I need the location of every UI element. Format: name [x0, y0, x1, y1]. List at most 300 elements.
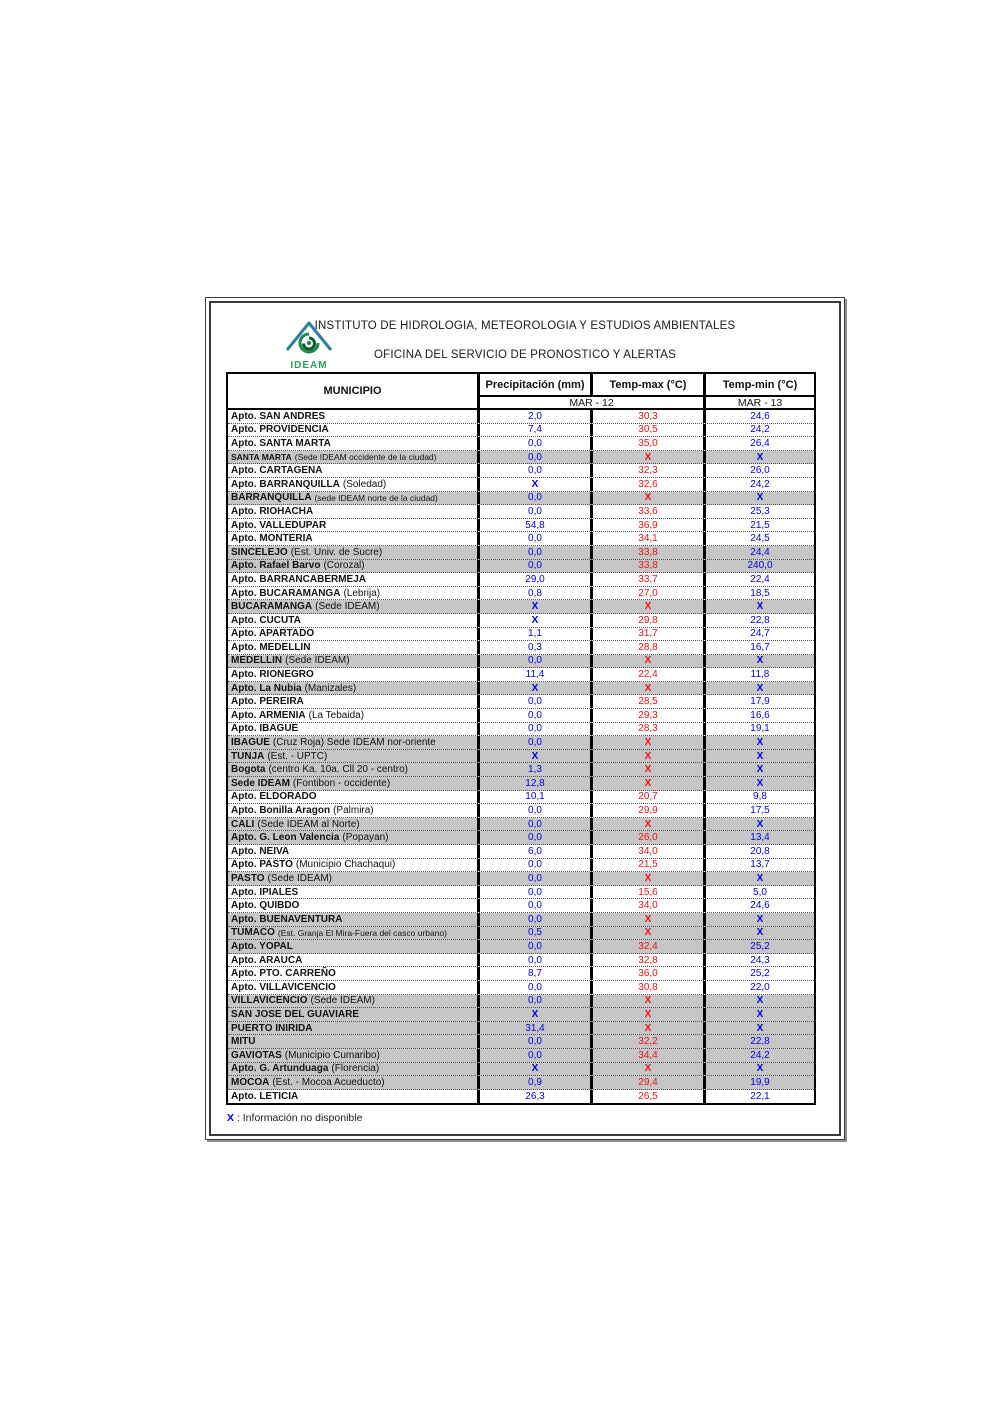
municipio-name: Apto. ARAUCA [231, 954, 303, 966]
municipio-cell [228, 492, 477, 505]
municipio-name: Apto. La Nubia [231, 682, 302, 694]
municipio-detail: (Municipio Cumaribo) [284, 1049, 380, 1061]
table-row [228, 587, 814, 601]
municipio-cell [228, 777, 477, 790]
table-row [228, 777, 814, 791]
municipio-cell [228, 573, 477, 586]
temp-max-value: 33,7 [590, 573, 703, 586]
precipitation-value: 0,0 [477, 859, 590, 872]
municipio-name: Apto. Bonilla Aragon [231, 805, 331, 817]
municipio-detail: (Municipio Chachaqui) [295, 859, 396, 871]
temp-max-value: 32,6 [590, 478, 703, 491]
municipio-detail: (Fontibon - occidente) [292, 777, 391, 789]
table-row [228, 859, 814, 873]
table-row [228, 560, 814, 574]
temp-max-value: 29,9 [590, 804, 703, 817]
municipio-cell [228, 505, 477, 518]
temp-min-value: X [703, 872, 814, 885]
temp-min-value: 25,2 [703, 940, 814, 953]
temp-min-value: X [703, 927, 814, 940]
precipitation-value: X [477, 750, 590, 763]
municipio-name: Apto. IPIALES [231, 886, 299, 898]
period-mar-12: MAR - 12 [477, 395, 703, 408]
municipio-cell [228, 831, 477, 844]
table-row [228, 628, 814, 642]
municipio-cell [228, 818, 477, 831]
table-row [228, 641, 814, 655]
municipio-detail: (Sede IDEAM) [267, 872, 332, 884]
table-row [228, 1090, 814, 1104]
temp-max-value: X [590, 872, 703, 885]
precipitation-value: X [477, 682, 590, 695]
temp-min-value: X [703, 682, 814, 695]
municipio-detail: (Florencia) [331, 1063, 380, 1075]
temp-min-value: 16,6 [703, 709, 814, 722]
temp-min-value: 25,3 [703, 505, 814, 518]
temp-min-value: 24,4 [703, 546, 814, 559]
municipio-cell [228, 1063, 477, 1076]
temp-min-value: X [703, 1008, 814, 1021]
temp-max-value: 34,1 [590, 532, 703, 545]
municipio-cell [228, 736, 477, 749]
temp-max-value: X [590, 1008, 703, 1021]
temp-max-value: X [590, 492, 703, 505]
column-header-municipio: MUNICIPIO [323, 385, 382, 397]
table-row [228, 927, 814, 941]
municipio-name: PASTO [231, 872, 265, 884]
municipio-name: Apto. Rafael Barvo [231, 560, 321, 572]
municipio-cell [228, 451, 477, 464]
municipio-name: Apto. LETICIA [231, 1090, 299, 1102]
temp-min-value: 24,7 [703, 628, 814, 641]
precipitation-value: 0,0 [477, 451, 590, 464]
municipio-detail: (Popayan) [342, 832, 389, 844]
temp-min-value: 24,2 [703, 1049, 814, 1062]
municipio-name: Apto. CARTAGENA [231, 465, 323, 477]
table-row [228, 682, 814, 696]
precipitation-value: 0,0 [477, 695, 590, 708]
document-frame [205, 297, 845, 1140]
table-row [228, 831, 814, 845]
temp-min-value: 5,0 [703, 886, 814, 899]
municipio-cell [228, 927, 477, 940]
temp-max-value: X [590, 736, 703, 749]
temp-min-value: 18,5 [703, 587, 814, 600]
table-row [228, 804, 814, 818]
precipitation-value: 0,0 [477, 532, 590, 545]
temp-max-value: X [590, 655, 703, 668]
temp-max-value: X [590, 913, 703, 926]
municipio-cell [228, 1035, 477, 1048]
temp-min-value: 19,1 [703, 723, 814, 736]
municipio-cell [228, 1076, 477, 1089]
precipitation-value: 0,0 [477, 736, 590, 749]
temp-min-value: X [703, 763, 814, 776]
municipio-detail: (Sede IDEAM al Norte) [257, 818, 360, 830]
weather-table [226, 372, 816, 1105]
temp-max-value: X [590, 600, 703, 613]
temp-min-value: 13,7 [703, 859, 814, 872]
table-row [228, 532, 814, 546]
municipio-cell [228, 967, 477, 980]
municipio-detail: (Soledad) [342, 478, 387, 490]
table-row [228, 410, 814, 424]
municipio-detail: (Sede IDEAM) [285, 655, 350, 667]
municipio-name: Apto. PTO. CARREÑO [231, 968, 336, 980]
precipitation-value: 0,0 [477, 723, 590, 736]
municipio-cell [228, 587, 477, 600]
table-row [228, 913, 814, 927]
table-header [228, 374, 814, 410]
municipio-cell [228, 682, 477, 695]
temp-max-value: X [590, 750, 703, 763]
municipio-name: Apto. RIONEGRO [231, 669, 314, 681]
municipio-name: TUMACO [231, 927, 275, 939]
precipitation-value: 0,0 [477, 804, 590, 817]
municipio-name: PUERTO INIRIDA [231, 1022, 313, 1034]
municipio-cell [228, 424, 477, 437]
precipitation-value: 0,9 [477, 1076, 590, 1089]
municipio-name: MOCOA [231, 1076, 270, 1088]
temp-min-value: 22,1 [703, 1090, 814, 1104]
temp-max-value: 34,0 [590, 899, 703, 912]
municipio-name: Apto. APARTADO [231, 628, 315, 640]
temp-min-value: X [703, 600, 814, 613]
municipio-cell [228, 1049, 477, 1062]
table-row [228, 995, 814, 1009]
table-row [228, 437, 814, 451]
precipitation-value: 6,0 [477, 845, 590, 858]
municipio-detail: (Manizales) [304, 682, 357, 694]
municipio-name: BARRANQUILLA [231, 492, 312, 504]
temp-min-value: 26,4 [703, 437, 814, 450]
temp-max-value: 29,3 [590, 709, 703, 722]
temp-max-value: 36,0 [590, 967, 703, 980]
municipio-name: BUCARAMANGA [231, 601, 313, 613]
temp-max-value: X [590, 995, 703, 1008]
document-title: INSTITUTO DE HIDROLOGIA, METEOROLOGIA Y ESTUDIOS AMBIENTALES [314, 320, 736, 332]
precipitation-value: 0,8 [477, 587, 590, 600]
temp-min-value: 16,7 [703, 641, 814, 654]
municipio-cell [228, 791, 477, 804]
municipio-name: IBAGUE [231, 737, 270, 749]
precipitation-value: 1,1 [477, 628, 590, 641]
municipio-cell [228, 478, 477, 491]
precipitation-value: 0,0 [477, 464, 590, 477]
table-row [228, 886, 814, 900]
temp-min-value: X [703, 777, 814, 790]
municipio-cell [228, 1022, 477, 1035]
temp-min-value: 17,9 [703, 695, 814, 708]
municipio-cell [228, 804, 477, 817]
temp-min-value: 22,4 [703, 573, 814, 586]
municipio-name: SANTA MARTA [231, 452, 292, 463]
municipio-cell [228, 641, 477, 654]
temp-min-value: 24,5 [703, 532, 814, 545]
temp-max-value: X [590, 818, 703, 831]
municipio-detail: (Cruz Roja) Sede IDEAM nor-oriente [272, 737, 436, 749]
temp-min-value: 20,8 [703, 845, 814, 858]
precipitation-value: 0,0 [477, 913, 590, 926]
municipio-name: Apto. CUCUTA [231, 614, 301, 626]
temp-max-value: 22,4 [590, 668, 703, 681]
footnote [227, 1112, 839, 1124]
municipio-name: Apto. PROVIDENCIA [231, 424, 329, 436]
temp-max-value: 34,0 [590, 845, 703, 858]
precipitation-value: 0,0 [477, 655, 590, 668]
table-row [228, 791, 814, 805]
temp-min-value: 26,0 [703, 464, 814, 477]
municipio-cell [228, 1090, 477, 1104]
municipio-detail: (Est. Granja El Mira-Fuera del casco urbano) [277, 927, 448, 938]
temp-max-value: 30,5 [590, 424, 703, 437]
temp-max-value: 36,9 [590, 519, 703, 532]
municipio-cell [228, 750, 477, 763]
temp-min-value: 22,8 [703, 614, 814, 627]
temp-max-value: 32,4 [590, 940, 703, 953]
temp-max-value: 29,4 [590, 1076, 703, 1089]
municipio-cell [228, 614, 477, 627]
municipio-name: Bogota [231, 764, 266, 776]
precipitation-value: X [477, 1008, 590, 1021]
temp-max-value: X [590, 763, 703, 776]
temp-min-value: 24,2 [703, 478, 814, 491]
municipio-name: MEDELLIN [231, 655, 283, 667]
municipio-name: MITU [231, 1036, 256, 1048]
municipio-detail: (sede IDEAM norte de la ciudad) [314, 492, 438, 503]
municipio-cell [228, 899, 477, 912]
temp-min-value: X [703, 818, 814, 831]
temp-max-value: 33,6 [590, 505, 703, 518]
table-row [228, 763, 814, 777]
municipio-name: VILLAVICENCIO [231, 995, 308, 1007]
municipio-cell [228, 954, 477, 967]
municipio-detail: (Corozal) [323, 560, 365, 572]
temp-min-value: 22,8 [703, 1035, 814, 1048]
table-row [228, 614, 814, 628]
table-row [228, 573, 814, 587]
municipio-detail: (La Tebaida) [308, 709, 365, 721]
ideam-logo [281, 317, 337, 371]
table-row [228, 695, 814, 709]
temp-max-value: 32,3 [590, 464, 703, 477]
table-row [228, 750, 814, 764]
temp-min-value: 21,5 [703, 519, 814, 532]
municipio-cell [228, 519, 477, 532]
table-row [228, 546, 814, 560]
precipitation-value: 10,1 [477, 791, 590, 804]
municipio-name: Apto. IBAGUE [231, 723, 299, 735]
precipitation-value: 0,0 [477, 437, 590, 450]
ideam-logo-icon [283, 317, 335, 357]
table-row [228, 1076, 814, 1090]
precipitation-value: X [477, 478, 590, 491]
municipio-name: Sede IDEAM [231, 777, 290, 789]
temp-max-value: 35,0 [590, 437, 703, 450]
municipio-name: Apto. PASTO [231, 859, 293, 871]
municipio-name: Apto. MONTERIA [231, 533, 313, 545]
municipio-name: SINCELEJO [231, 546, 288, 558]
precipitation-value: 0,0 [477, 899, 590, 912]
precipitation-value: 0,0 [477, 709, 590, 722]
table-row [228, 818, 814, 832]
municipio-name: Apto. ELDORADO [231, 791, 317, 803]
municipio-cell [228, 886, 477, 899]
temp-max-value: X [590, 927, 703, 940]
period-mar-13: MAR - 13 [703, 395, 814, 408]
precipitation-value: 31,4 [477, 1022, 590, 1035]
temp-max-value: X [590, 451, 703, 464]
municipio-cell [228, 560, 477, 573]
precipitation-value: 8,7 [477, 967, 590, 980]
document-subtitle: OFICINA DEL SERVICIO DE PRONOSTICO Y ALERTAS [374, 349, 676, 361]
municipio-cell [228, 695, 477, 708]
precipitation-value: X [477, 614, 590, 627]
table-row [228, 1063, 814, 1077]
municipio-name: Apto. PEREIRA [231, 696, 304, 708]
temp-min-value: 11,8 [703, 668, 814, 681]
municipio-name: Apto. G. Leon Valencia [231, 832, 340, 844]
municipio-name: Apto. BUCARAMANGA [231, 587, 341, 599]
temp-min-value: X [703, 913, 814, 926]
municipio-name: SAN JOSE DEL GUAVIARE [231, 1008, 359, 1020]
municipio-name: Apto. G. Artunduaga [231, 1063, 329, 1075]
table-row [228, 872, 814, 886]
temp-max-value: X [590, 777, 703, 790]
table-row [228, 1008, 814, 1022]
table-row [228, 1049, 814, 1063]
municipio-name: Apto. MEDELLIN [231, 641, 311, 653]
municipio-name: Apto. SAN ANDRES [231, 410, 326, 422]
precipitation-value: 11,4 [477, 668, 590, 681]
table-row [228, 1022, 814, 1036]
table-row [228, 1035, 814, 1049]
table-row [228, 655, 814, 669]
precipitation-value: 1,3 [477, 763, 590, 776]
municipio-name: Apto. VILLAVICENCIO [231, 981, 336, 993]
temp-min-value: 13,4 [703, 831, 814, 844]
footnote-text: : Información no disponible [234, 1112, 363, 1125]
municipio-name: Apto. VALLEDUPAR [231, 519, 327, 531]
temp-max-value: 32,2 [590, 1035, 703, 1048]
municipio-cell [228, 845, 477, 858]
municipio-name: Apto. RIOHACHA [231, 505, 314, 517]
temp-max-value: 20,7 [590, 791, 703, 804]
temp-max-value: 33,8 [590, 560, 703, 573]
table-row [228, 464, 814, 478]
table-row [228, 492, 814, 506]
precipitation-value: 0,0 [477, 818, 590, 831]
precipitation-value: 0,0 [477, 940, 590, 953]
temp-min-value: 24,6 [703, 899, 814, 912]
document-frame-inner [209, 301, 841, 1136]
table-row [228, 736, 814, 750]
precipitation-value: 0,0 [477, 1035, 590, 1048]
ideam-logo-text: IDEAM [290, 360, 328, 371]
municipio-name: Apto. ARMENIA [231, 709, 306, 721]
municipio-cell [228, 763, 477, 776]
municipio-detail: (Sede IDEAM) [310, 995, 375, 1007]
temp-min-value: 25,2 [703, 967, 814, 980]
temp-max-value: 26,5 [590, 1090, 703, 1104]
municipio-cell [228, 913, 477, 926]
temp-max-value: 28,3 [590, 723, 703, 736]
municipio-cell [228, 628, 477, 641]
table-row [228, 967, 814, 981]
table-row [228, 668, 814, 682]
municipio-cell [228, 1008, 477, 1021]
municipio-cell [228, 546, 477, 559]
municipio-detail: (Sede IDEAM) [315, 601, 380, 613]
municipio-name: Apto. BARRANCABERMEJA [231, 573, 366, 585]
precipitation-value: 0,0 [477, 886, 590, 899]
table-row [228, 845, 814, 859]
precipitation-value: 0,0 [477, 831, 590, 844]
municipio-detail: (Palmira) [333, 805, 374, 817]
precipitation-value: 7,4 [477, 424, 590, 437]
precipitation-value: 0,0 [477, 872, 590, 885]
municipio-cell [228, 709, 477, 722]
precipitation-value: 12,8 [477, 777, 590, 790]
municipio-cell [228, 872, 477, 885]
table-row [228, 505, 814, 519]
municipio-cell [228, 655, 477, 668]
temp-min-value: 24,6 [703, 410, 814, 423]
temp-min-value: X [703, 655, 814, 668]
temp-min-value: X [703, 1063, 814, 1076]
precipitation-value: 54,8 [477, 519, 590, 532]
municipio-detail: (Est. - UPTC) [267, 750, 328, 762]
temp-min-value: 240,0 [703, 560, 814, 573]
temp-min-value: X [703, 492, 814, 505]
table-row [228, 709, 814, 723]
temp-max-value: 32,8 [590, 954, 703, 967]
municipio-cell [228, 410, 477, 423]
municipio-detail: (Est. - Mocoa Acueducto) [272, 1076, 385, 1088]
municipio-cell [228, 859, 477, 872]
municipio-name: TUNJA [231, 750, 265, 762]
column-header-precipitacion: Precipitación (mm) [477, 374, 590, 395]
temp-max-value: 33,8 [590, 546, 703, 559]
municipio-cell [228, 995, 477, 1008]
column-header-temp-min: Temp-min (°C) [703, 374, 814, 395]
municipio-name: Apto. NEIVA [231, 845, 290, 857]
precipitation-value: 2,0 [477, 410, 590, 423]
temp-max-value: 30,3 [590, 410, 703, 423]
precipitation-value: 0,0 [477, 981, 590, 994]
municipio-name: Apto. QUIBDO [231, 900, 300, 912]
municipio-name: CALI [231, 818, 255, 830]
table-row [228, 954, 814, 968]
municipio-detail: (centro Ka. 10a. Cll 20 - centro) [268, 764, 408, 776]
temp-max-value: 27,0 [590, 587, 703, 600]
municipio-cell [228, 532, 477, 545]
table-row [228, 424, 814, 438]
municipio-detail: (Lebrija) [343, 587, 381, 599]
column-header-temp-max: Temp-max (°C) [590, 374, 703, 395]
table-row [228, 940, 814, 954]
temp-min-value: 9,8 [703, 791, 814, 804]
precipitation-value: 0,5 [477, 927, 590, 940]
temp-min-value: 24,3 [703, 954, 814, 967]
precipitation-value: X [477, 1063, 590, 1076]
precipitation-value: 26,3 [477, 1090, 590, 1104]
temp-max-value: X [590, 682, 703, 695]
temp-min-value: X [703, 736, 814, 749]
precipitation-value: X [477, 600, 590, 613]
footnote-symbol: X [227, 1112, 235, 1125]
municipio-cell [228, 723, 477, 736]
